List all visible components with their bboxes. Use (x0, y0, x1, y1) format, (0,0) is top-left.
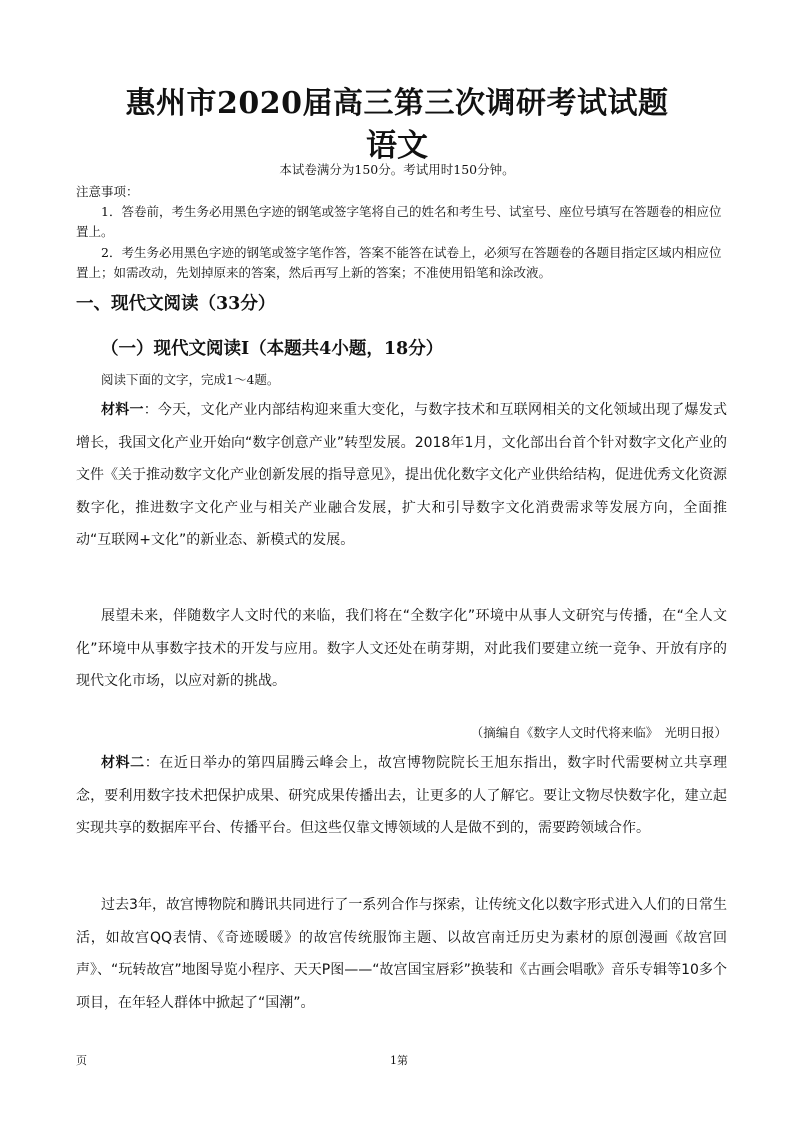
material1-paragraph (76, 394, 727, 557)
subject-title: 语文 (366, 128, 428, 164)
note-item: 2．考生务必用黑色字迹的钢笔或签字笔作答，答案不能答在试卷上，必须写在答题卷的各题目指定区域内相应位置上；如需改动，先划掉原来的答案，然后再写上新的答案；不准使用铅笔和涂改液。 (76, 245, 722, 280)
note-item: 1．答卷前，考生务必用黑色字迹的钢笔或签字笔将自己的姓名和考生号、试室号、座位号填写在答题卷的相应位置上。 (76, 204, 722, 239)
exam-title: 惠州市2020届高三第三次调研考试试题 (125, 86, 669, 121)
material2-paragraph (76, 747, 727, 845)
reading-instruction: 阅读下面的文字，完成1～4题。 (101, 372, 280, 387)
subsection-title: （一）现代文阅读I（本题共4小题，18分） (101, 339, 444, 359)
section-title: 一、现代文阅读（33分） (76, 294, 276, 314)
footer-page-number: 1第 (390, 1054, 408, 1067)
material1-text: ：今天，文化产业内部结构迎来重大变化，与数字技术和互联网相关的文化领域出现了爆发式增长，我国文化产业开始向“数字创意产业”转型发展。2018年1月，文化部出台首个针对数字文化产业的文件《关于推动数字文化产业创新发展的指导意见》，提出优化数字文化产业供给结构，促进优秀文化资源数字化，推进数字文化产业与相关产业融合发展，扩大和引导数字文化消费需求等发展方向，全面推动“互联网+文化”的新业态、新模式的发展。 (76, 402, 728, 548)
score-line: 本试卷满分为150分。考试用时150分钟。 (279, 162, 515, 177)
material2-label: 材料二 (101, 755, 145, 771)
material1-source: （摘编自《数字人文时代将来临》 光明日报） (470, 725, 727, 740)
material2-paragraph: 过去3年，故宫博物院和腾讯共同进行了一系列合作与探索，让传统文化以数字形式进入人们的日常生活，如故宫QQ表情、《奇迹暖暖》的故宫传统服饰主题、以故宫南迁历史为素材的原创漫画《故宫回声》、“玩转故宫”地图导览小程序、天天P图——“故宫国宝唇彩”换装和《古画会唱歌》音乐专辑等10多个项目，在年轻人群体中掀起了“国潮”。 (76, 897, 727, 1011)
material1-paragraph: 展望未来，伴随数字人文时代的来临，我们将在“全数字化”环境中从事人文研究与传播，在“全人文化”环境中从事数字技术的开发与应用。数字人文还处在萌芽期，对此我们要建立统一竞争、开放有序的现代文化市场，以应对新的挑战。 (76, 608, 727, 689)
material1-label: 材料一 (101, 402, 144, 418)
material2-text: ：在近日举办的第四届腾云峰会上，故宫博物院院长王旭东指出，数字时代需要树立共享理念，要利用数字技术把保护成果、研究成果传播出去，让更多的人了解它。要让文物尽快数字化，建立起实现共享的数据库平台、传播平台。但这些仅靠文博领域的人是做不到的，需要跨领域合作。 (76, 755, 728, 836)
footer-page-label: 页 (76, 1054, 87, 1067)
notes-heading: 注意事项： (76, 184, 139, 199)
